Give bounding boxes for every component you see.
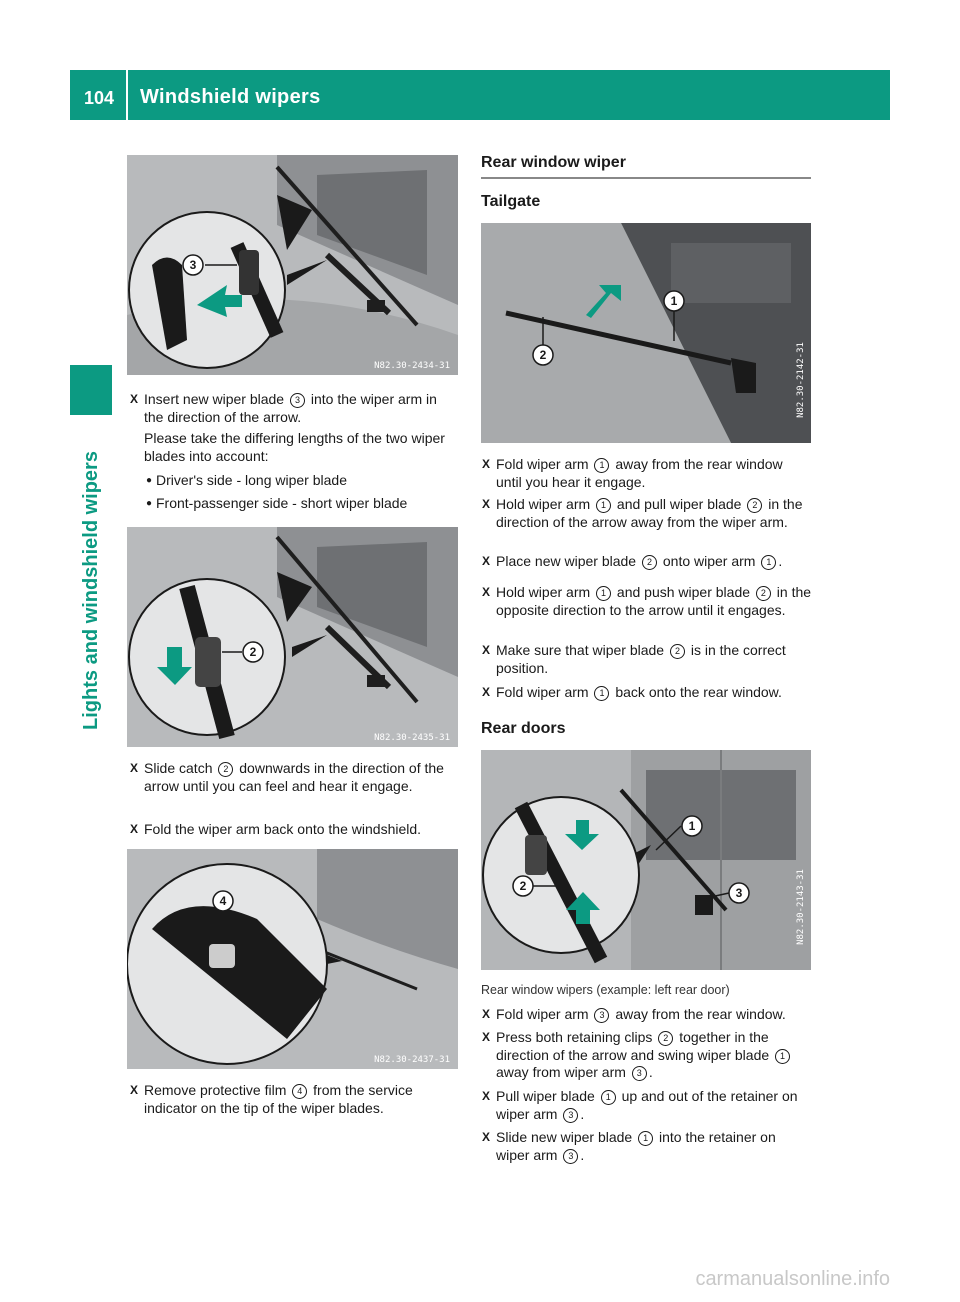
chapter-label: Lights and windshield wipers	[79, 450, 102, 730]
tailgate-step-1: X Fold wiper arm 1 away from the rear window until you hear it engage.	[482, 456, 783, 490]
callout-4: 4	[219, 894, 227, 908]
tailgate-step-6: X Fold wiper arm 1 back onto the rear window.	[482, 684, 782, 700]
rear-door-wiper-illustration	[481, 750, 811, 970]
rear-door-step-1: X Fold wiper arm 3 away from the rear window.	[482, 1006, 786, 1022]
note-blade-lengths: Please take the differing lengths of the two wiper blades into account:	[144, 430, 445, 464]
figure-tailgate-wiper	[481, 223, 811, 443]
section-rule	[481, 177, 811, 179]
bullet-drivers-side: ● Driver's side - long wiper blade	[146, 472, 347, 488]
tailgate-step-3: X Place new wiper blade 2 onto wiper arm 1 .	[482, 553, 783, 569]
header-divider	[126, 70, 128, 120]
heading-rear-doors: Rear doors	[481, 720, 566, 737]
tailgate-step-5: X Make sure that wiper blade 2 is in the correct position.	[482, 642, 786, 676]
tailgate-step-2: X Hold wiper arm 1 and pull wiper blade 2 in the direction of the arrow away from the wiper arm.	[482, 496, 803, 530]
heading-tailgate: Tailgate	[481, 193, 541, 210]
figure-insert-wiper-blade	[127, 155, 458, 375]
step-remove-film: X Remove protective film 4 from the service indicator on the tip of the wiper blades.	[130, 1082, 413, 1116]
page-title: Windshield wipers	[140, 86, 321, 108]
watermark: carmanualsonline.info	[695, 1268, 890, 1290]
tailgate-wiper-illustration	[481, 223, 811, 443]
protective-film-illustration	[127, 849, 458, 1069]
step-slide-catch: X Slide catch 2 downwards in the direction of the arrow until you can feel and hear it engage.	[130, 760, 444, 794]
figure-slide-catch	[127, 527, 458, 747]
figure-code: N82.30-2142-31	[796, 342, 807, 418]
chapter-tab	[70, 365, 112, 415]
bullet-passenger-side: ● Front-passenger side - short wiper blade	[146, 495, 408, 511]
figure-code: N82.30-2435-31	[374, 733, 450, 743]
slide-catch-illustration	[127, 527, 458, 747]
callout-1: 1	[688, 819, 696, 833]
figure-code: N82.30-2143-31	[796, 869, 807, 945]
callout-1: 1	[670, 294, 678, 308]
callout-2: 2	[539, 348, 547, 362]
rear-door-step-4: X Slide new wiper blade 1 into the retainer on wiper arm 3 .	[482, 1129, 776, 1163]
page-number: 104	[84, 88, 115, 108]
step-fold-wiper-arm: X Fold the wiper arm back onto the windshield.	[130, 821, 422, 837]
figure-rear-door-wipers	[481, 750, 811, 970]
callout-2: 2	[519, 879, 527, 893]
step-insert-blade: X Insert new wiper blade 3 into the wiper arm in the direction of the arrow.	[130, 391, 437, 425]
tailgate-step-4: X Hold wiper arm 1 and push wiper blade 2 in the opposite direction to the arrow until it engages.	[482, 584, 812, 618]
callout-3: 3	[189, 258, 197, 272]
rear-door-step-2: X Press both retaining clips 2 together in the direction of the arrow and swing wiper blade 1 away from wiper arm 3 .	[496, 1029, 812, 1082]
figure-code: N82.30-2437-31	[374, 1055, 450, 1065]
figure-caption-rear-doors: Rear window wipers (example: left rear door)	[481, 983, 730, 997]
wiper-blade-illustration	[127, 155, 458, 375]
figure-protective-film	[127, 849, 458, 1069]
callout-2: 2	[249, 645, 257, 659]
section-title-rear-window-wiper: Rear window wiper	[481, 154, 626, 171]
rear-door-step-3: X Pull wiper blade 1 up and out of the retainer on wiper arm 3 .	[482, 1088, 798, 1122]
callout-3: 3	[735, 886, 743, 900]
figure-code: N82.30-2434-31	[374, 361, 450, 371]
